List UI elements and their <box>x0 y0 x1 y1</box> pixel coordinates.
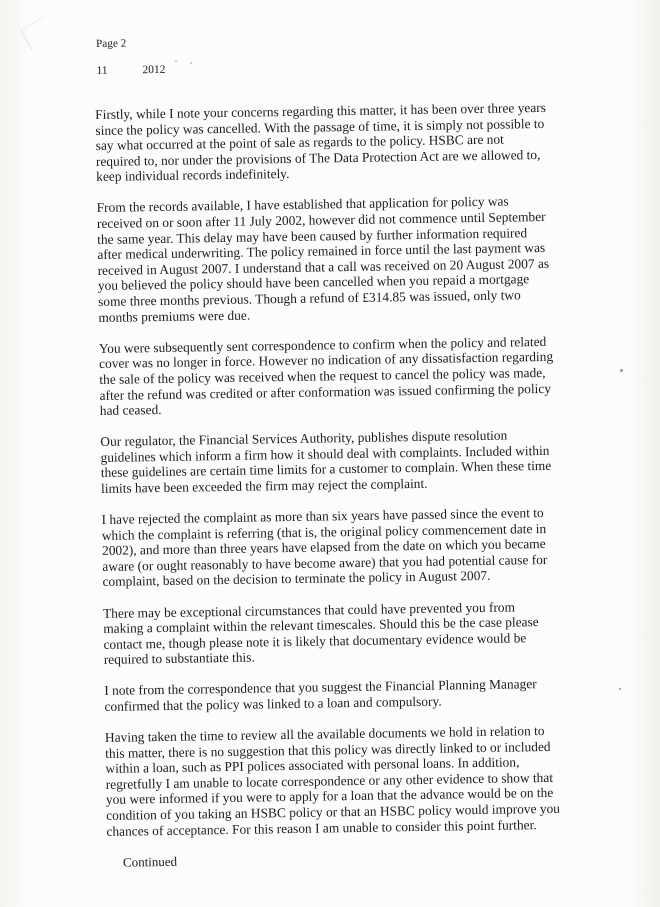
date-year: 2012 <box>142 63 166 77</box>
paragraph-review-outcome: Having taken the time to review all the available documents we hold in relation to this matter, there is no suggestion that this policy was directly linked to or included within a loan, such as PPI polices associated with personal loans. In addition, regretfully I am unable to locate correspondence or any other evidence to show that you were informed if you were to apply for a loan that the advance would be on the condition of you taking an HSBC policy or that an HSBC policy would improve you chances of acceptance. For this reason I am unable to consider this point further. <box>104 723 561 839</box>
paragraph-complaint-rejected: I have rejected the complaint as more than six years have passed since the event to which the complaint is referring (that is, the original policy commencement date in 2002), and more than three years have elapsed from the date on which you became aware (or ought reasonably to have become aware) that you had potential cause for complaint, based on the decision to terminate the policy in August 2007. <box>101 505 548 590</box>
scan-speck <box>619 688 621 690</box>
paragraph-policy-history: From the records available, I have established that application for policy was received on or soon after 11 July 2002, however did not commence until September the same year. This delay may have been caused by further information required after medical underwriting. The policy remained in force until the last payment was received in August 2007. I understand that a call was received on 20 August 2007 as you believed the policy should have been cancelled when you repaid a mortgage some three months previous. Though a refund of £314.85 was issued, only two months premiums were due. <box>96 193 550 325</box>
scan-speck <box>620 369 623 372</box>
paragraph-exceptional-circumstances: There may be exceptional circumstances that could have prevented you from making a complaint within the relevant timescales. Should this be the case please contact me, though please note it is likely that documentary evidence would be required to substantiate this. <box>102 598 539 668</box>
paragraph-loan-claim: I note from the correspondence that you suggest the Financial Planning Manager confirmed that the policy was linked to a loan and compulsory. <box>104 676 537 714</box>
paragraph-regulator-guidelines: Our regulator, the Financial Services Authority, publishes dispute resolution guidelines which inform a firm how it should deal with complaints. Included within these guidelines are certain time limits for a customer to complain. When these time limits have been exceeded the firm may reject the complaint. <box>100 427 552 496</box>
letter-body <box>94 31 577 871</box>
page-number: Page 2 <box>95 37 127 50</box>
paragraph-correspondence: You were subsequently sent correspondence to confirm when the policy and related cover was no longer in force. However no indication of any dissatisfaction regarding the sale of the policy was received when the request to cancel the policy was made, after the refund was credited or after conformation was issued confirming the policy had ceased. <box>98 333 554 419</box>
letter-date <box>96 58 564 77</box>
continued-label: Continued <box>122 853 178 870</box>
date-day: 11 <box>96 64 108 77</box>
paragraph-records-retention: Firstly, while I note your concerns regarding this matter, it has been over three years since the policy was cancelled. With the passage of time, it is simply not possible to say what occurred at the point of sale as regards to the policy. HSBC are not required to, nor under the provisions of The Data Protection Act are we allowed to, keep individual records indefinitely. <box>95 99 547 185</box>
scan-mark <box>20 17 55 50</box>
